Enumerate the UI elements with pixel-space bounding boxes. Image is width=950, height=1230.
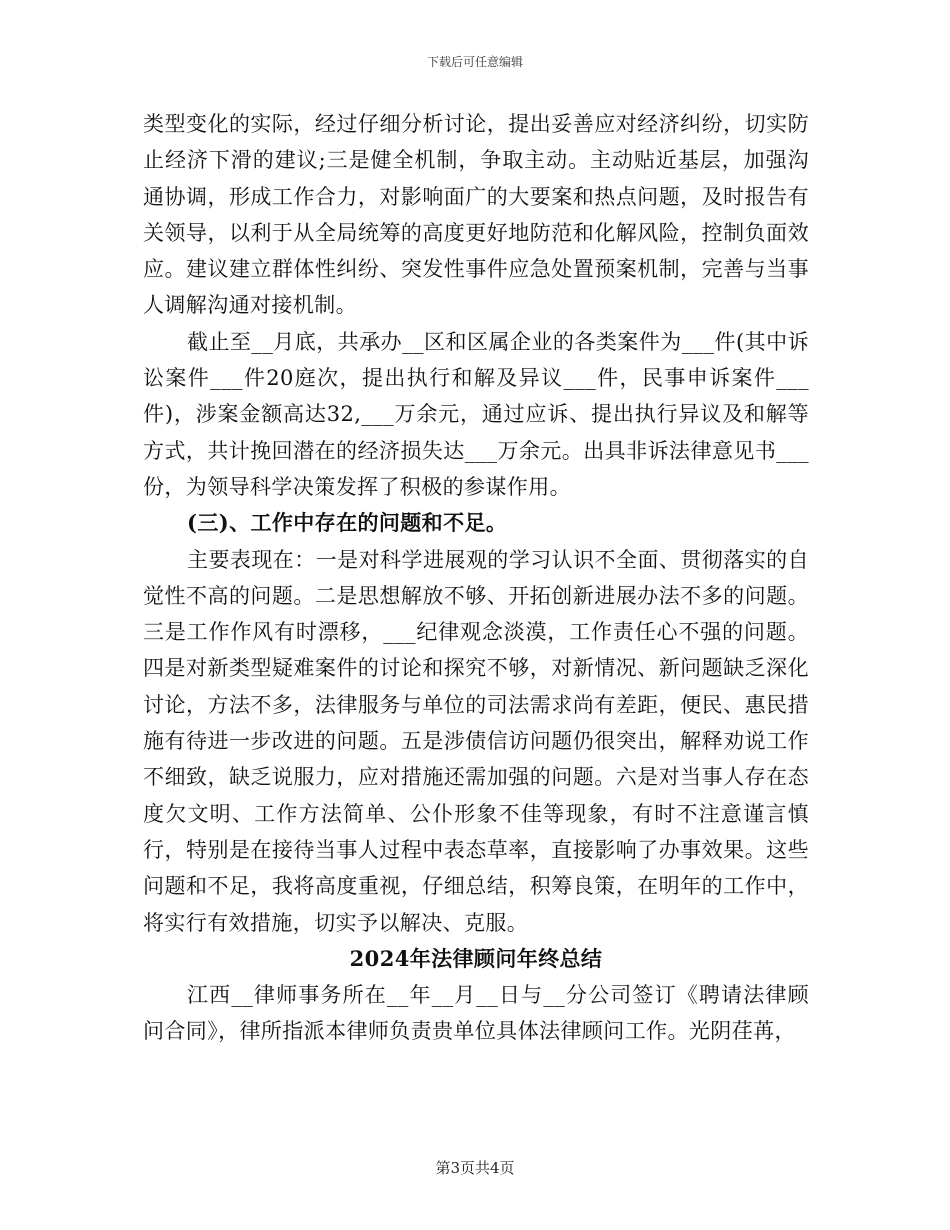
document-body	[143, 106, 809, 1050]
paragraph-4: 江西__律师事务所在__年__月__日与__分公司签订《聘请法律顾问合同》，律所指派本律师负责贵单位具体法律顾问工作。光阴荏苒，	[143, 983, 809, 1044]
paragraph-1: 类型变化的实际，经过仔细分析讨论，提出妥善应对经济纠纷，切实防止经济下滑的建议;三是健全机制，争取主动。主动贴近基层，加强沟通协调，形成工作合力，对影响面广的大要案和热点问题，及时报告有关领导，以利于从全局统筹的高度更好地防范和化解风险，控制负面效应。建议建立群体性纠纷、突发性事件应急处置预案机制，完善与当事人调解沟通对接机制。	[143, 112, 809, 318]
page-footer: 第3页共4页	[435, 1159, 515, 1177]
section-heading-3: (三)、工作中存在的问题和不足。	[187, 510, 508, 536]
document-title: 2024年法律顾问年终总结	[349, 945, 603, 971]
paragraph-2: 截止至__月底，共承办__区和区属企业的各类案件为___件(其中诉讼案件___件20庭次，提出执行和解及异议___件，民事申诉案件___件)，涉案金额高达32,___万余元，通过应诉、提出执行异议及和解等方式，共计挽回潜在的经济损失达___万余元。出具非诉法律意见书___份，为领导科学决策发挥了积极的参谋作用。	[143, 329, 809, 499]
paragraph-3: 主要表现在：一是对科学进展观的学习认识不全面、贯彻落实的自觉性不高的问题。二是思想解放不够、开拓创新进展办法不多的问题。三是工作作风有时漂移，___纪律观念淡漠，工作责任心不强的问题。四是对新类型疑难案件的讨论和探究不够，对新情况、新问题缺乏深化讨论，方法不多，法律服务与单位的司法需求尚有差距，便民、惠民措施有待进一步改进的问题。五是涉债信访问题仍很突出，解释劝说工作不细致，缺乏说服力，应对措施还需加强的问题。六是对当事人存在态度欠文明、工作方法简单、公仆形象不佳等现象，有时不注意谨言慎行，特别是在接待当事人过程中表态草率，直接影响了办事效果。这些问题和不足，我将高度重视，仔细总结，积筹良策，在明年的工作中，将实行有效措施，切实予以解决、克服。	[143, 547, 809, 935]
page-header: 下载后可任意编辑	[426, 55, 523, 69]
